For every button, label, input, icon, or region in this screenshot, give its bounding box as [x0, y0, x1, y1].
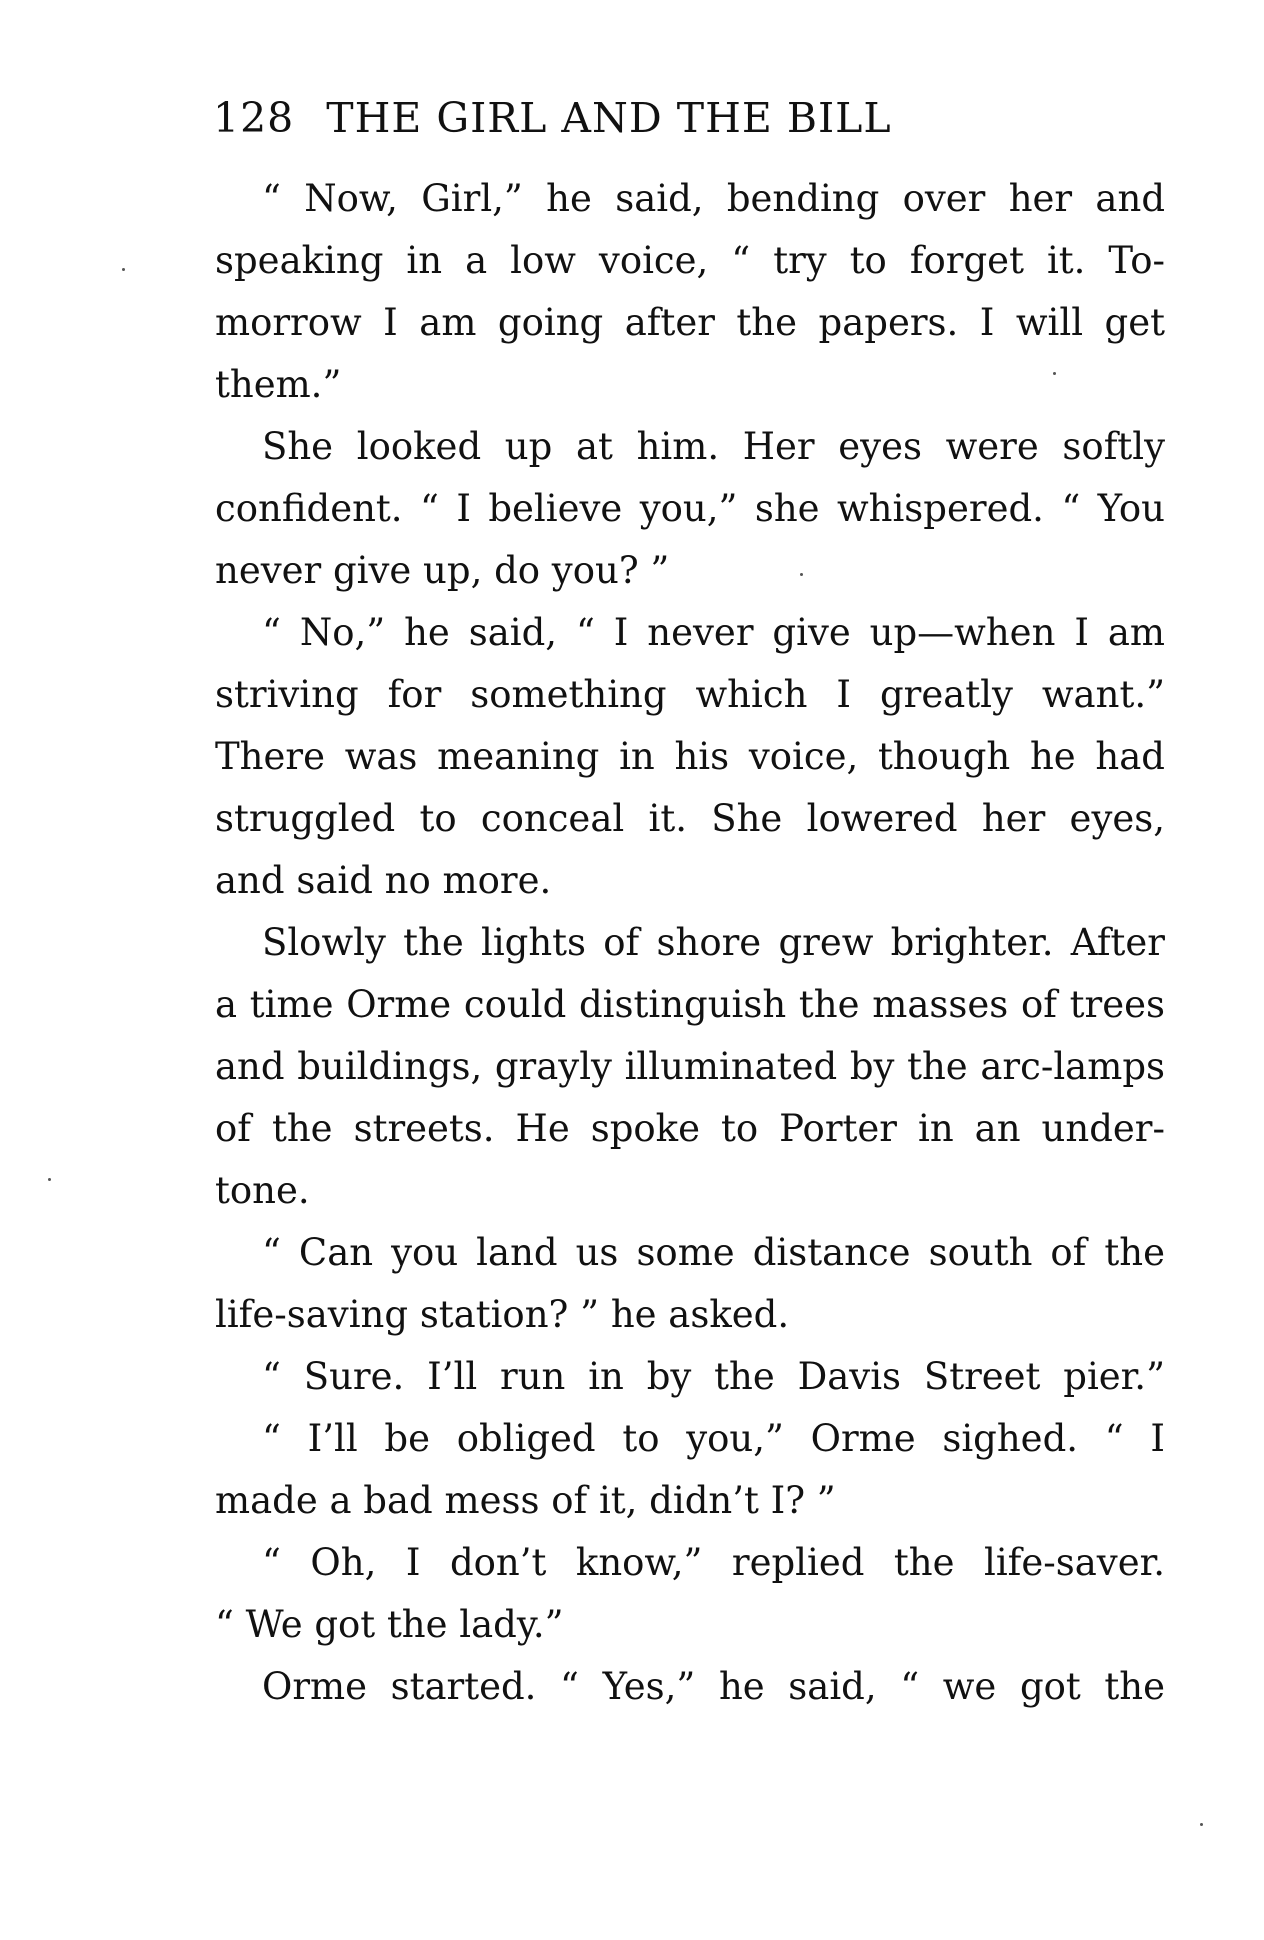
- text-line: of the streets. He spoke to Porter in an under-: [215, 1107, 1165, 1150]
- text-line: There was meaning in his voice, though he had: [215, 735, 1165, 778]
- text-line: “ No,” he said, “ I never give up—when I am: [262, 611, 1165, 654]
- text-line: a time Orme could distinguish the masses of trees: [215, 983, 1165, 1026]
- text-line: confident. “ I believe you,” she whispered. “ You: [215, 487, 1165, 530]
- text-line: “ Sure. I’ll run in by the Davis Street pier.”: [262, 1355, 1165, 1398]
- paper-speck: [1053, 372, 1056, 375]
- paper-speck: [122, 268, 125, 271]
- text-line: tone.: [215, 1169, 310, 1212]
- text-line: striving for something which I greatly want.”: [215, 673, 1165, 716]
- text-line: them.”: [215, 363, 342, 406]
- running-title: THE GIRL AND THE BILL: [326, 94, 892, 142]
- paper-speck: [800, 573, 803, 576]
- text-line: “ We got the lady.”: [215, 1603, 564, 1646]
- running-header: [213, 94, 1163, 142]
- text-line: made a bad mess of it, didn’t I? ”: [215, 1479, 836, 1522]
- text-line: never give up, do you? ”: [215, 549, 670, 592]
- paper-speck: [1200, 1823, 1203, 1826]
- text-line: and said no more.: [215, 859, 552, 902]
- body-text: [215, 168, 1165, 1718]
- text-line: “ I’ll be obliged to you,” Orme sighed. “ I: [262, 1417, 1165, 1460]
- text-line: life-saving station? ” he asked.: [215, 1293, 790, 1336]
- text-line: morrow I am going after the papers. I will get: [215, 301, 1165, 344]
- text-line: “ Can you land us some distance south of the: [262, 1231, 1165, 1274]
- page-number: 128: [213, 94, 295, 142]
- text-line: Slowly the lights of shore grew brighter. After: [262, 921, 1165, 964]
- text-line: and buildings, grayly illuminated by the arc-lamps: [215, 1045, 1165, 1088]
- text-line: She looked up at him. Her eyes were softly: [262, 425, 1165, 468]
- paper-speck: [48, 1178, 51, 1181]
- text-line: speaking in a low voice, “ try to forget it. To-: [215, 239, 1165, 282]
- text-line: struggled to conceal it. She lowered her eyes,: [215, 797, 1165, 840]
- text-line: Orme started. “ Yes,” he said, “ we got the: [262, 1665, 1165, 1708]
- text-line: “ Oh, I don’t know,” replied the life-saver.: [262, 1541, 1165, 1584]
- text-line: “ Now, Girl,” he said, bending over her and: [262, 177, 1165, 220]
